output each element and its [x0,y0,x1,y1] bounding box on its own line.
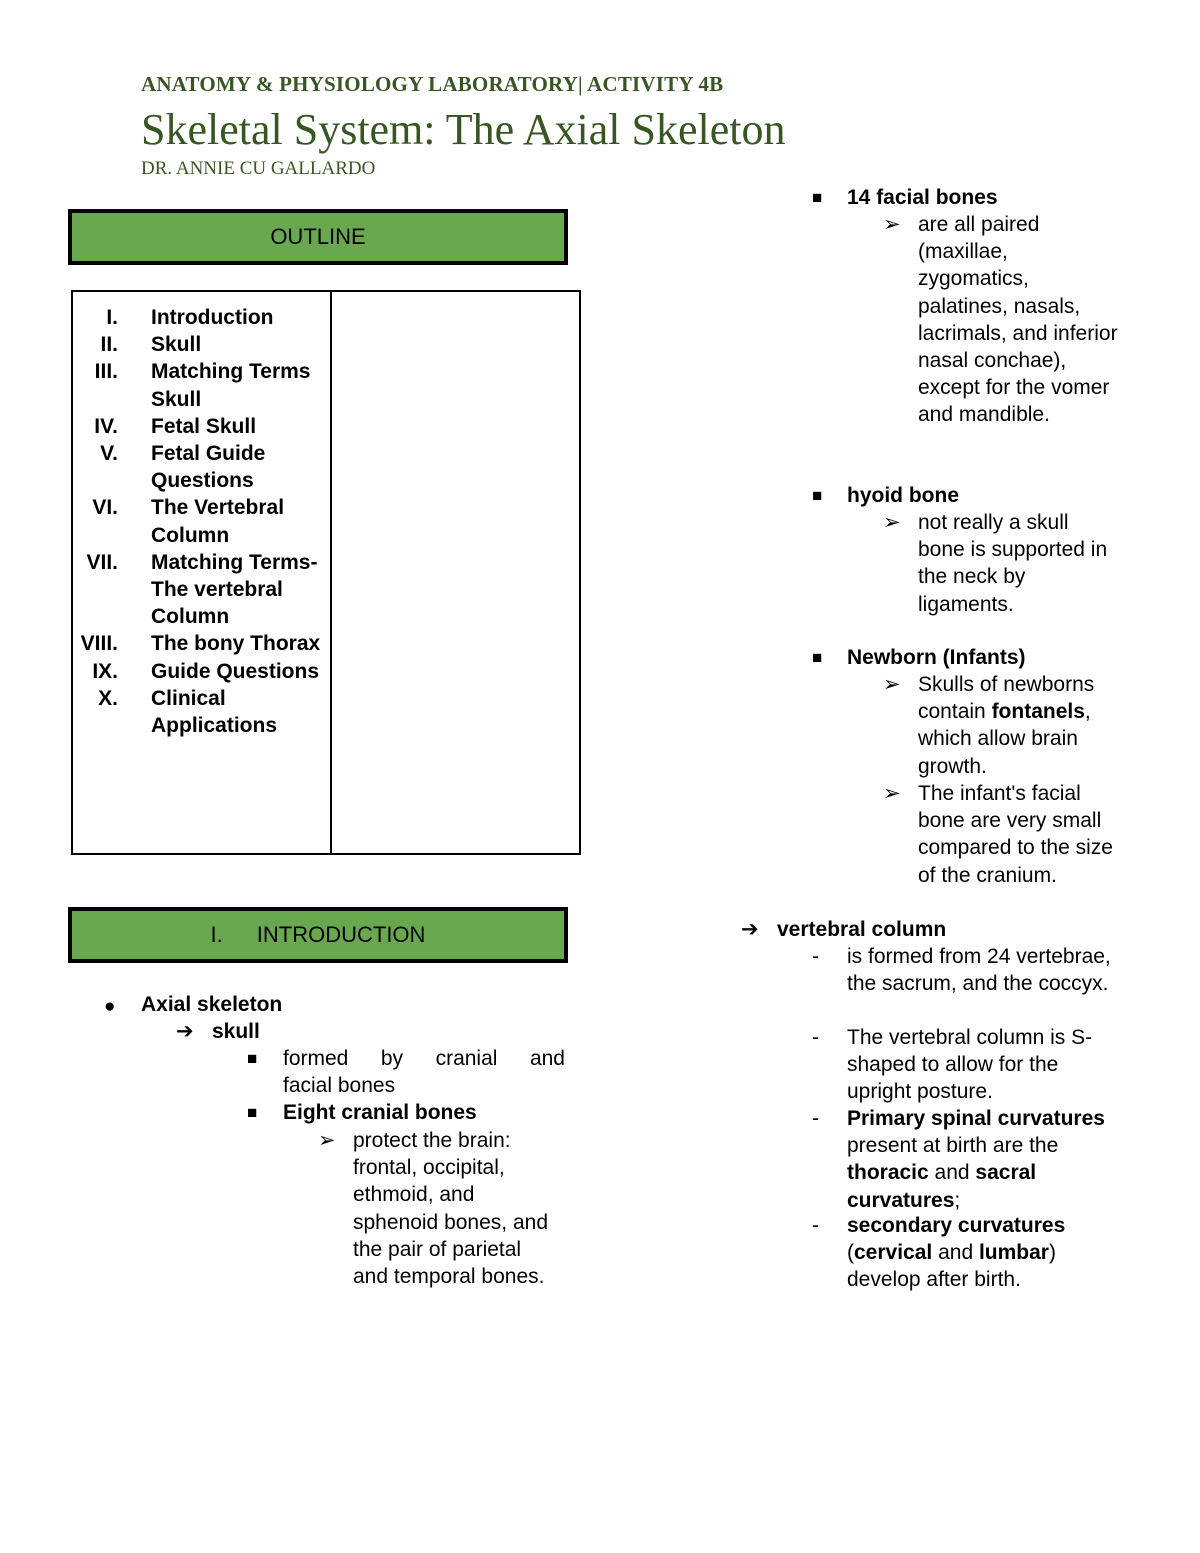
course-activity-line: ANATOMY & PHYSIOLOGY LABORATORY| ACTIVITY 4B [141,72,724,96]
primary-curvatures-item [847,1105,1127,1214]
square-bullet-icon: ■ [812,648,823,667]
outline-item-number: IV. [94,414,118,438]
square-bullet-icon: ■ [247,1049,258,1068]
primary-curvatures-term: Primary spinal curvatures [847,1107,1105,1130]
outline-item-label: The Vertebral Column [151,496,285,547]
outline-item-number: VIII. [80,632,118,656]
square-bullet-icon: ■ [247,1103,258,1122]
outline-item-label: Matching Terms- The vertebral Column [151,550,318,629]
author-name: DR. ANNIE CU GALLARDO [141,158,376,179]
cranial-bones-text: protect the brain: frontal, occipital, ethmoid, and sphenoid bones, and the pair of parietal and temporal bones. [353,1129,548,1289]
arrowhead-bullet-icon: ➢ [883,511,901,534]
fontanels-term: fontanels [991,700,1085,724]
outline-item-label: Skull [151,333,202,357]
outline-item [73,658,330,685]
outline-heading-box [68,209,568,265]
outline-item [73,440,330,494]
square-bullet-icon: ■ [812,486,823,505]
outline-item-number: X. [98,686,118,710]
outline-item-number: V. [100,442,118,466]
thoracic-term: thoracic [847,1161,929,1185]
cranial-bones-heading: Eight cranial bones [283,1101,477,1124]
outline-item-label: Fetal Guide Questions [151,442,266,493]
hyoid-bone-heading: hyoid bone [847,484,959,507]
arrowhead-bullet-icon: ➢ [883,213,901,236]
curvature-text-part: ( [847,1241,854,1265]
facial-bones-text: are all paired (maxillae, zygomatics, palatines, nasals, lacrimals, and inferior nasal conchae), except for the vomer and mandible. [918,213,1118,427]
curvature-text-part: and [928,1161,976,1185]
skull-label: skull [212,1020,260,1043]
cervical-term: cervical [854,1241,933,1265]
outline-item [73,413,330,440]
outline-item [73,685,330,739]
dash-bullet-icon: - [812,1214,819,1237]
outline-table-divider [330,292,332,853]
vertebral-column-item: is formed from 24 vertebrae, the sacrum, and the coccyx. [847,945,1111,996]
outline-item-label: Clinical Applications [151,686,278,738]
dash-bullet-icon: - [812,1026,819,1049]
outline-table [71,290,581,855]
page-title: Skeletal System: The Axial Skeleton [141,105,786,154]
axial-skeleton-label: Axial skeleton [141,993,283,1016]
introduction-heading: INTRODUCTION [256,922,426,947]
curvature-text-part: ; [954,1188,961,1212]
outline-item-label: Introduction [151,306,274,329]
vertebral-column-item: The vertebral column is S-shaped to allow for the upright posture. [847,1026,1093,1104]
outline-item-number: VI. [92,496,118,520]
newborn-facial-text: The infant's facial bone are very small compared to the size of the cranium. [918,782,1113,887]
outline-item [73,630,330,657]
facial-bones-heading: 14 facial bones [847,186,998,209]
hyoid-bone-text: not really a skull bone is supported in the neck by ligaments. [918,511,1108,616]
outline-heading: OUTLINE [270,224,366,249]
dash-bullet-icon: - [812,945,819,968]
outline-item [73,549,330,631]
arrowhead-bullet-icon: ➢ [883,782,901,805]
vertebral-column-heading: vertebral column [777,918,947,941]
introduction-heading-box [68,907,568,963]
arrow-right-icon: ➔ [176,1020,194,1043]
curvature-text-part: ) develop after birth. [847,1241,1056,1292]
outline-item-label: Fetal Skull [151,414,257,438]
skull-formed-text-continued: facial bones [283,1074,396,1097]
introduction-number: I. [210,922,223,947]
arrow-right-icon: ➔ [741,918,759,941]
outline-item-label: Matching Terms Skull [151,360,311,411]
bullet-dot-icon: ● [104,996,116,1017]
secondary-curvatures-term: secondary curvatures [847,1214,1066,1237]
newborn-text-part: Skulls of newborns contain [918,673,1095,724]
lumbar-term: lumbar [978,1241,1049,1265]
outline-item [73,304,330,331]
outline-item-label: The bony Thorax [151,632,321,656]
newborn-fontanels-text [918,671,1123,780]
outline-list [73,304,330,739]
arrowhead-bullet-icon: ➢ [318,1129,336,1152]
outline-item [73,494,330,548]
outline-item-number: III. [94,360,118,384]
secondary-curvatures-item [847,1212,1127,1294]
outline-item [73,358,330,412]
outline-item [73,331,330,358]
arrowhead-bullet-icon: ➢ [883,673,901,696]
curvature-text-part: present at birth are the [847,1134,1059,1158]
square-bullet-icon: ■ [812,188,823,207]
outline-item-number: I. [106,306,118,329]
skull-formed-text: formed by cranial and [283,1047,565,1070]
newborn-text-part: , which allow brain growth. [918,700,1091,778]
outline-item-number: II. [100,333,118,357]
outline-item-number: VII. [86,550,118,574]
dash-bullet-icon: - [812,1107,819,1130]
sacral-curvatures-term: sacral curvatures [847,1161,1037,1212]
outline-item-label: Guide Questions [151,659,320,683]
newborn-heading: Newborn (Infants) [847,646,1026,669]
curvature-text-part: and [932,1241,979,1265]
outline-item-number: IX. [92,659,118,683]
